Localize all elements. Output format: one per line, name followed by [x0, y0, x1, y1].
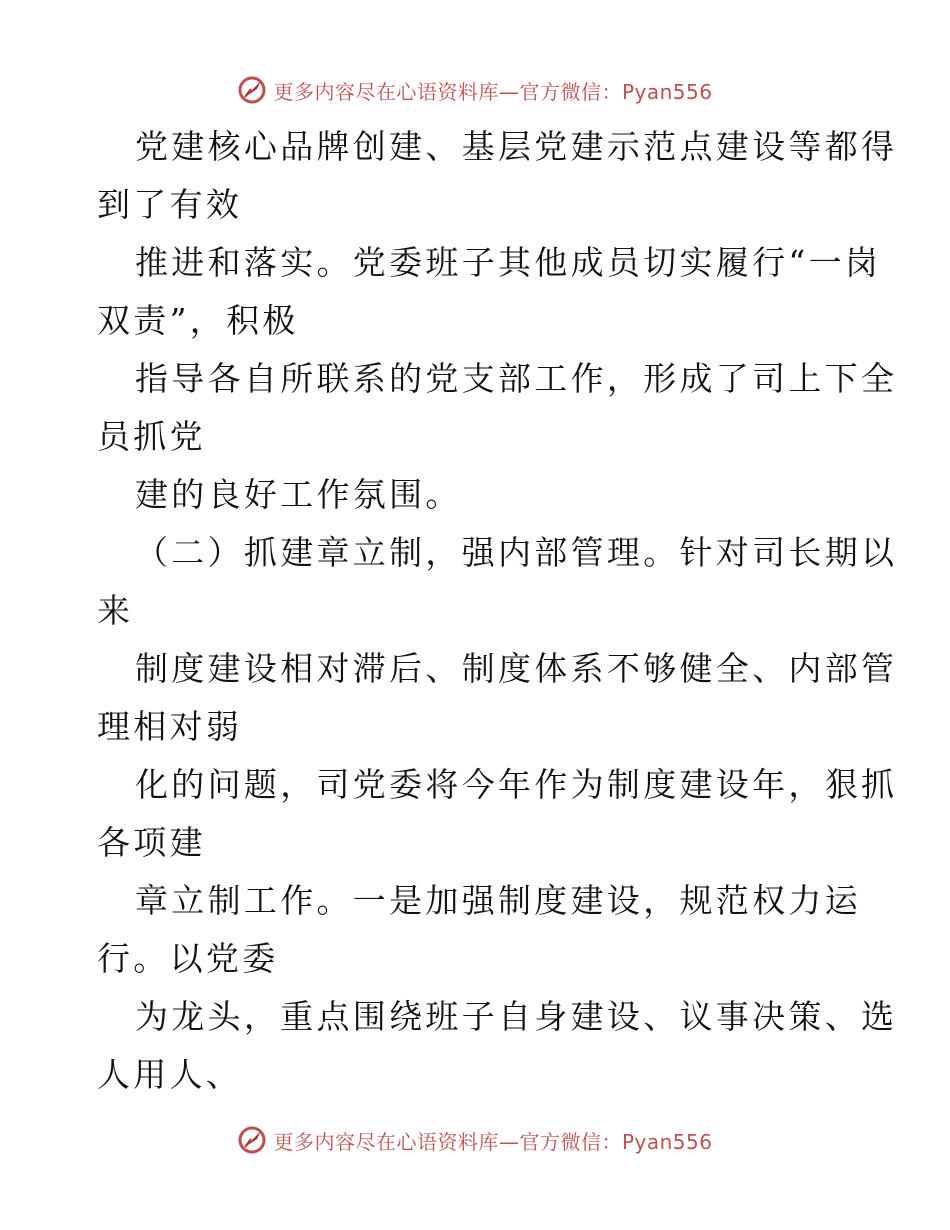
quill-logo-icon — [237, 1125, 267, 1155]
paragraph-line: 员抓党 — [97, 417, 206, 456]
paragraph-line: 双责”，积极 — [97, 301, 299, 340]
paragraph-line: 各项建 — [97, 823, 206, 862]
header-watermark — [0, 70, 950, 110]
footer-watermark — [0, 1120, 950, 1160]
watermark-text: 更多内容尽在心语资料库—官方微信：Pyan556 — [273, 79, 713, 104]
paragraph-line: 建的良好工作氛围。 — [135, 475, 462, 514]
paragraph-line: 制度建设相对滞后、制度体系不够健全、内部管 — [135, 649, 898, 688]
paragraph-line: 到了有效 — [97, 185, 243, 224]
watermark-text: 更多内容尽在心语资料库—官方微信：Pyan556 — [273, 1129, 713, 1154]
paragraph-line: 行。以党委 — [97, 939, 279, 978]
paragraph-line: 推进和落实。党委班子其他成员切实履行“一岗 — [135, 243, 882, 282]
paragraph-line: 指导各自所联系的党支部工作，形成了司上下全 — [135, 359, 898, 398]
paragraph-line: 章立制工作。一是加强制度建设，规范权力运 — [135, 881, 861, 920]
paragraph-line: 人用人、 — [97, 1055, 243, 1094]
paragraph-line: （二）抓建章立制，强内部管理。针对司长期以 — [135, 533, 898, 572]
paragraph-line: 理相对弱 — [97, 707, 243, 746]
paragraph-line: 化的问题，司党委将今年作为制度建设年，狠抓 — [135, 765, 898, 804]
paragraph-line: 为龙头，重点围绕班子自身建设、议事决策、选 — [135, 997, 898, 1036]
paragraph-line: 来 — [97, 591, 134, 630]
paragraph-line: 党建核心品牌创建、基层党建示范点建设等都得 — [135, 127, 898, 166]
quill-logo-icon — [237, 75, 267, 105]
